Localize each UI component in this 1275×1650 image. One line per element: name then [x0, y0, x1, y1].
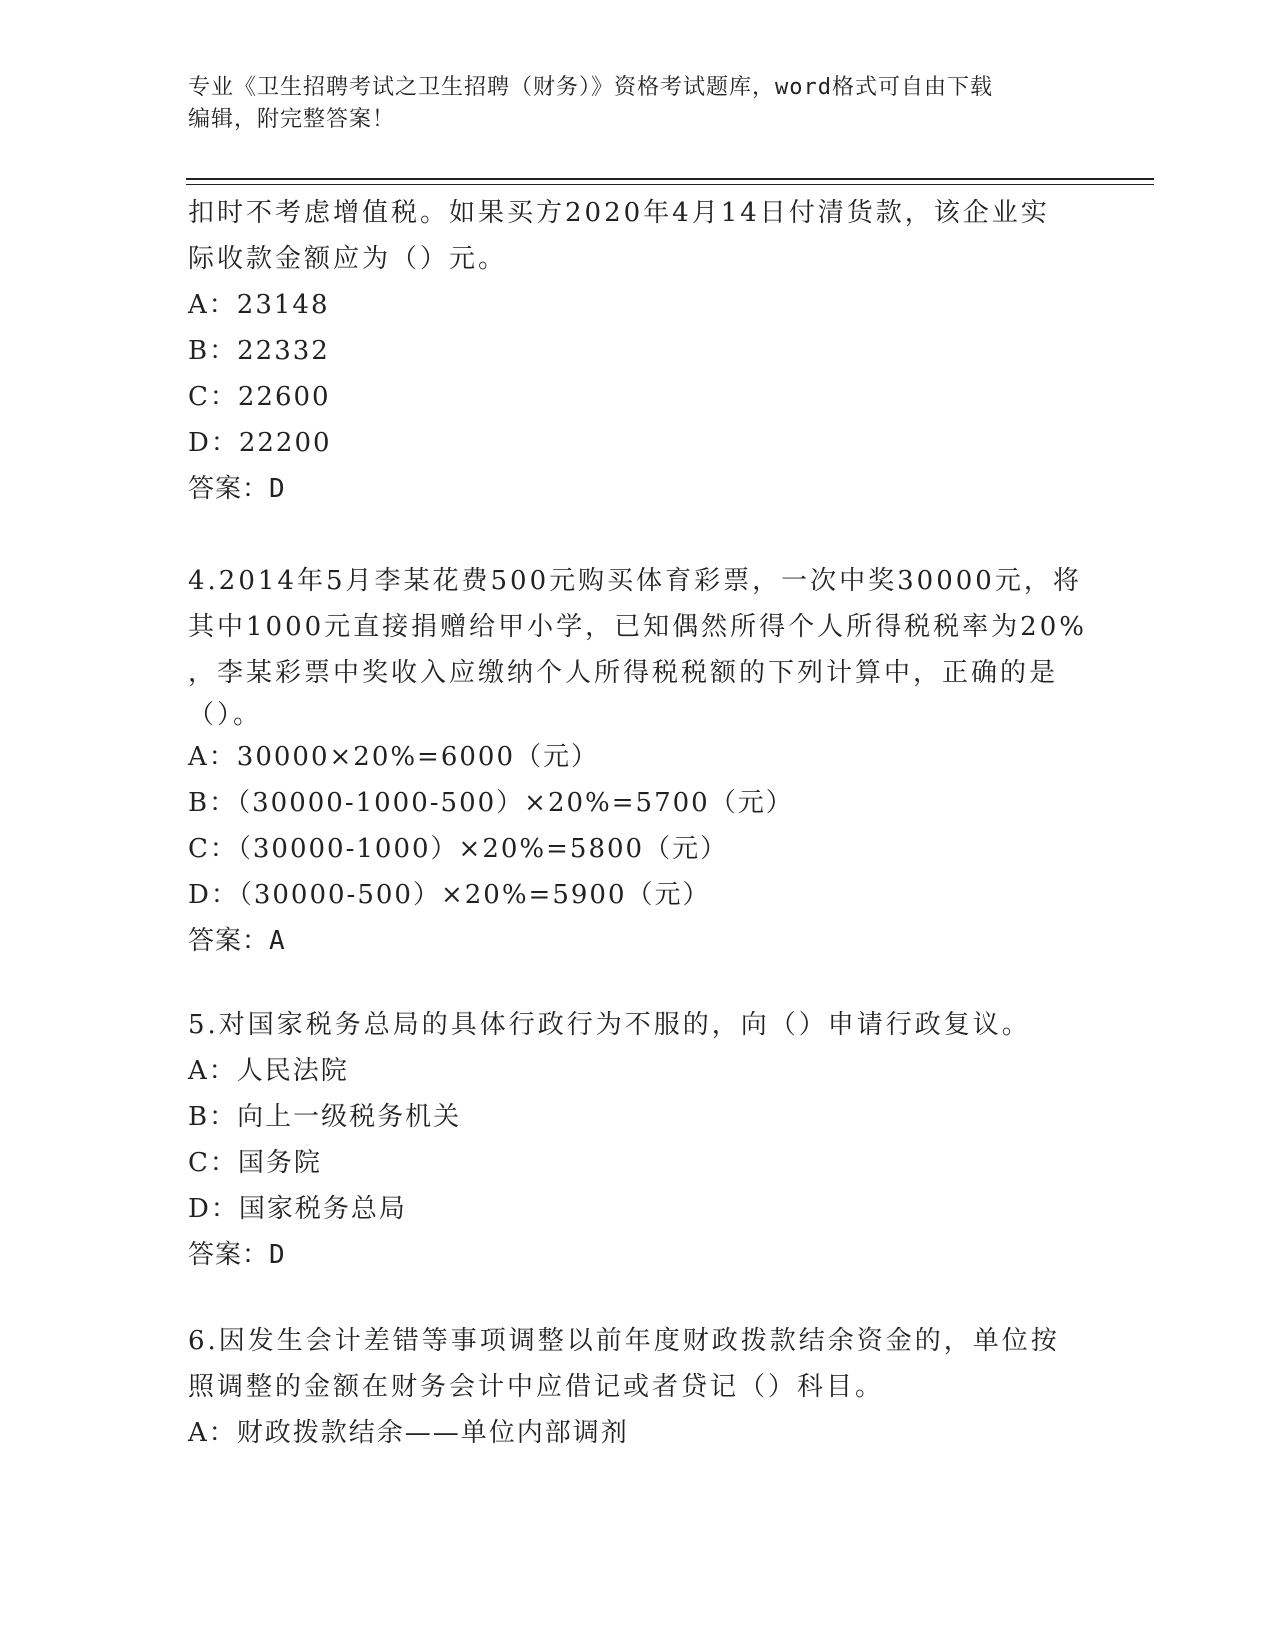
option-b: B：向上一级税务机关 [188, 1102, 462, 1132]
header-line-1: 专业《卫生招聘考试之卫生招聘（财务）》资格考试题库，word格式可自由下载 [188, 75, 993, 100]
question-block [188, 1002, 1068, 1278]
answer: 答案：D [188, 1240, 286, 1270]
option-c: C：（30000-1000）×20%=5800（元） [188, 834, 729, 864]
option-d: D：国家税务总局 [188, 1194, 407, 1224]
question-block [188, 558, 1087, 964]
option-c: C：22600 [188, 382, 331, 412]
question-list [188, 190, 1087, 1456]
header-line-2: 编辑，附完整答案！ [188, 107, 396, 132]
document-header [188, 72, 1068, 136]
question-text-line: 扣时不考虑增值税。如果买方2020年4月14日付清货款，该企业实 [188, 198, 1050, 228]
question-text-line: 际收款金额应为（）元。 [188, 244, 508, 274]
question-text-line: 照调整的金额在财务会计中应借记或者贷记（）科目。 [188, 1372, 885, 1402]
question-text-line: 5.对国家税务总局的具体行政行为不服的，向（）申请行政复议。 [188, 1010, 1031, 1040]
answer: 答案：D [188, 474, 286, 504]
option-d: D：22200 [188, 428, 332, 458]
option-b: B：（30000-1000-500）×20%=5700（元） [188, 788, 794, 818]
question-block [188, 190, 1068, 512]
header-divider-thin [186, 184, 1154, 185]
question-text-line: （）。 [188, 700, 263, 730]
question-text-line: ，李某彩票中奖收入应缴纳个人所得税税额的下列计算中，正确的是 [188, 658, 1059, 688]
option-a: A：30000×20%=6000（元） [188, 742, 600, 772]
question-text-line: 其中1000元直接捐赠给甲小学，已知偶然所得个人所得税税率为20% [188, 612, 1087, 642]
question-text-line: 6.因发生会计差错等事项调整以前年度财政拨款结余资金的，单位按 [188, 1326, 1060, 1356]
answer: 答案：A [188, 926, 286, 956]
option-a: A：23148 [188, 290, 330, 320]
option-a: A：财政拨款结余——单位内部调剂 [188, 1418, 629, 1448]
option-d: D：（30000-500）×20%=5900（元） [188, 880, 711, 910]
question-block [188, 1318, 1068, 1456]
header-divider [186, 178, 1154, 180]
option-b: B：22332 [188, 336, 330, 366]
option-c: C：国务院 [188, 1148, 322, 1178]
option-a: A：人民法院 [188, 1056, 349, 1086]
question-text-line: 4.2014年5月李某花费500元购买体育彩票，一次中奖30000元，将 [188, 566, 1082, 596]
